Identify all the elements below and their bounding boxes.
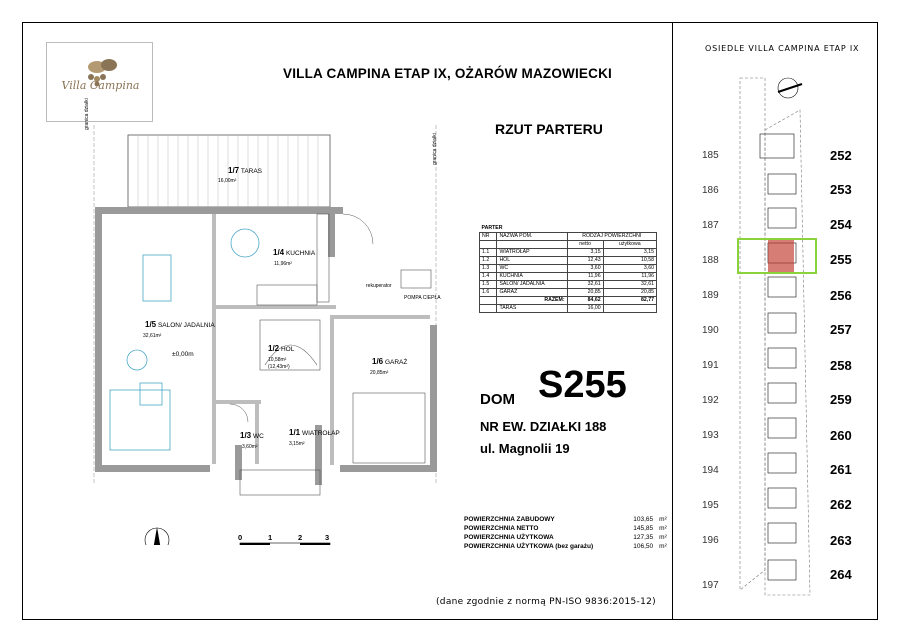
- logo: [46, 42, 153, 122]
- plot-label: 194: [702, 465, 719, 476]
- north-arrow-icon: [145, 527, 169, 545]
- plot-label: 191: [702, 360, 719, 371]
- summary-row: POWIERZCHNIA UŻYTKOWA (bez garażu) 106,50 m²: [464, 543, 667, 550]
- plot-label: 195: [702, 500, 719, 511]
- house-label: 259: [830, 392, 852, 407]
- label-heat-pump: POMPA CIEPŁA: [404, 295, 441, 301]
- house-label: 261: [830, 462, 852, 477]
- garage-car-space: [353, 393, 425, 463]
- page-title: VILLA CAMPINA ETAP IX, OŻARÓW MAZOWIECKI: [283, 66, 612, 81]
- road-outline: [740, 78, 765, 590]
- table-row: 1.5 SALON/ JADALNIA 32,61 32,61: [480, 280, 657, 288]
- dom-label: DOM: [480, 391, 515, 408]
- estate-title: OSIEDLE VILLA CAMPINA ETAP IX: [705, 44, 860, 53]
- label-wiatrolap: 1/1 WIATROŁAP: [289, 428, 340, 437]
- plot-label: 185: [702, 150, 719, 161]
- plot-label: 187: [702, 220, 719, 231]
- house-label: 260: [830, 428, 852, 443]
- plot-label: 196: [702, 535, 719, 546]
- highlighted-house-frame: [737, 238, 817, 274]
- heat-pump: [401, 270, 431, 288]
- estate-outline: [765, 110, 810, 595]
- armchair: [127, 350, 147, 370]
- house-label: 252: [830, 148, 852, 163]
- label-kitchen: 1/4 KUCHNIA: [273, 248, 316, 257]
- area-terrace: 16,00m²: [218, 178, 237, 184]
- plot-label: 193: [702, 430, 719, 441]
- plot-number: NR EW. DZIAŁKI 188: [480, 419, 607, 434]
- house-label: 253: [830, 182, 852, 197]
- table-row: 1.1 WIATROŁAP 3,15 3,15: [480, 248, 657, 256]
- label-garaz: 1/6 GARAŻ: [372, 357, 408, 366]
- area-garaz: 20,85m²: [370, 370, 389, 376]
- table-row: 1.6 GARAŻ 20,85 20,85: [480, 288, 657, 296]
- plot-label: 192: [702, 395, 719, 406]
- area-hol: 10,58m²: [268, 357, 287, 363]
- scale-1: 1: [268, 533, 273, 542]
- label-property-line-left: granica działki: [84, 98, 90, 130]
- label-salon: 1/5 SALON/ JADALNIA: [145, 320, 215, 329]
- logo-text: Villa Campina: [61, 79, 140, 92]
- street-address: ul. Magnolii 19: [480, 441, 570, 456]
- house-label: 256: [830, 288, 852, 303]
- entrance-step: [240, 470, 320, 495]
- kitchen-counter: [317, 214, 329, 302]
- label-property-line-right: granica działki: [432, 133, 438, 165]
- area-summary: [461, 515, 674, 551]
- area-wiatrolap: 3,15m²: [289, 441, 305, 447]
- area-wc: 3,60m²: [242, 444, 258, 450]
- garage-door-swing: [343, 214, 373, 244]
- area-kitchen: 11,96m²: [274, 261, 292, 267]
- dom-number: S255: [538, 364, 627, 406]
- table-row: 1.4 KUCHNIA 11,96 11,96: [480, 272, 657, 280]
- kitchen-island: [257, 285, 317, 305]
- house-label: 257: [830, 322, 852, 337]
- table-row: 1.2 HOL 12,43 10,58: [480, 256, 657, 264]
- kitchen-table: [231, 229, 259, 257]
- plot-label: 188: [702, 255, 719, 266]
- table-row: 1.3 WC 3,60 3,60: [480, 264, 657, 272]
- dining-table: [143, 255, 171, 301]
- house-label: 258: [830, 358, 852, 373]
- outer-walls: [95, 207, 437, 485]
- scale-2: 2: [298, 533, 303, 542]
- house-blocks: [760, 134, 796, 580]
- coffee-table: [140, 383, 162, 405]
- plot-label: 186: [702, 185, 719, 196]
- house-label: 263: [830, 533, 852, 548]
- site-north-arrow-icon: [778, 78, 802, 98]
- label-hol: 1/2 HOL: [268, 344, 295, 353]
- summary-row: POWIERZCHNIA NETTO 145,85 m²: [464, 525, 667, 532]
- label-terrace: 1/7 TARAS: [228, 166, 263, 175]
- scale-3: 3: [325, 533, 330, 542]
- house-label: 264: [830, 567, 852, 582]
- rooms-table: PARTER NR NAZWA POM. RODZAJ POWIERZCHNI netto użytkowa 1.1 WIATROŁAP 3,15 3,15 1.2 HOL 12,43 10,58 1.3 WC 3,60 3,60 1.4 KUCHNIA 11,96 11,96 1.5 SALON/ JADALNIA 32,61 32,61 1.6 GARAŻ 20,85 20,85 RAZEM: 84,62 82,77 TARAS 16,00: [479, 224, 657, 313]
- scale-bar: [240, 543, 330, 545]
- plot-label: 190: [702, 325, 719, 336]
- site-plan: [730, 70, 830, 610]
- area-salon: 32,61m²: [143, 333, 162, 339]
- plot-label: 197: [702, 580, 719, 591]
- house-label: 254: [830, 217, 852, 232]
- norm-note: (dane zgodnie z normą PN-ISO 9836:2015-12): [436, 597, 656, 607]
- wc-door-swing: [230, 404, 248, 422]
- summary-row: POWIERZCHNIA UŻYTKOWA 127,35 m²: [464, 534, 667, 541]
- label-wc: 1/3 WC: [240, 431, 264, 440]
- label-rekuperator: rekuperator: [366, 283, 392, 289]
- summary-row: POWIERZCHNIA ZABUDOWY 103,65 m²: [464, 516, 667, 523]
- level-mark: ±0,00m: [172, 351, 194, 358]
- house-label-highlighted: 255: [830, 252, 852, 267]
- scale-0: 0: [238, 533, 243, 542]
- area-hol-netto: (12,43m²): [268, 364, 290, 370]
- plot-label: 189: [702, 290, 719, 301]
- house-label: 262: [830, 497, 852, 512]
- plan-subtitle: RZUT PARTERU: [495, 121, 603, 137]
